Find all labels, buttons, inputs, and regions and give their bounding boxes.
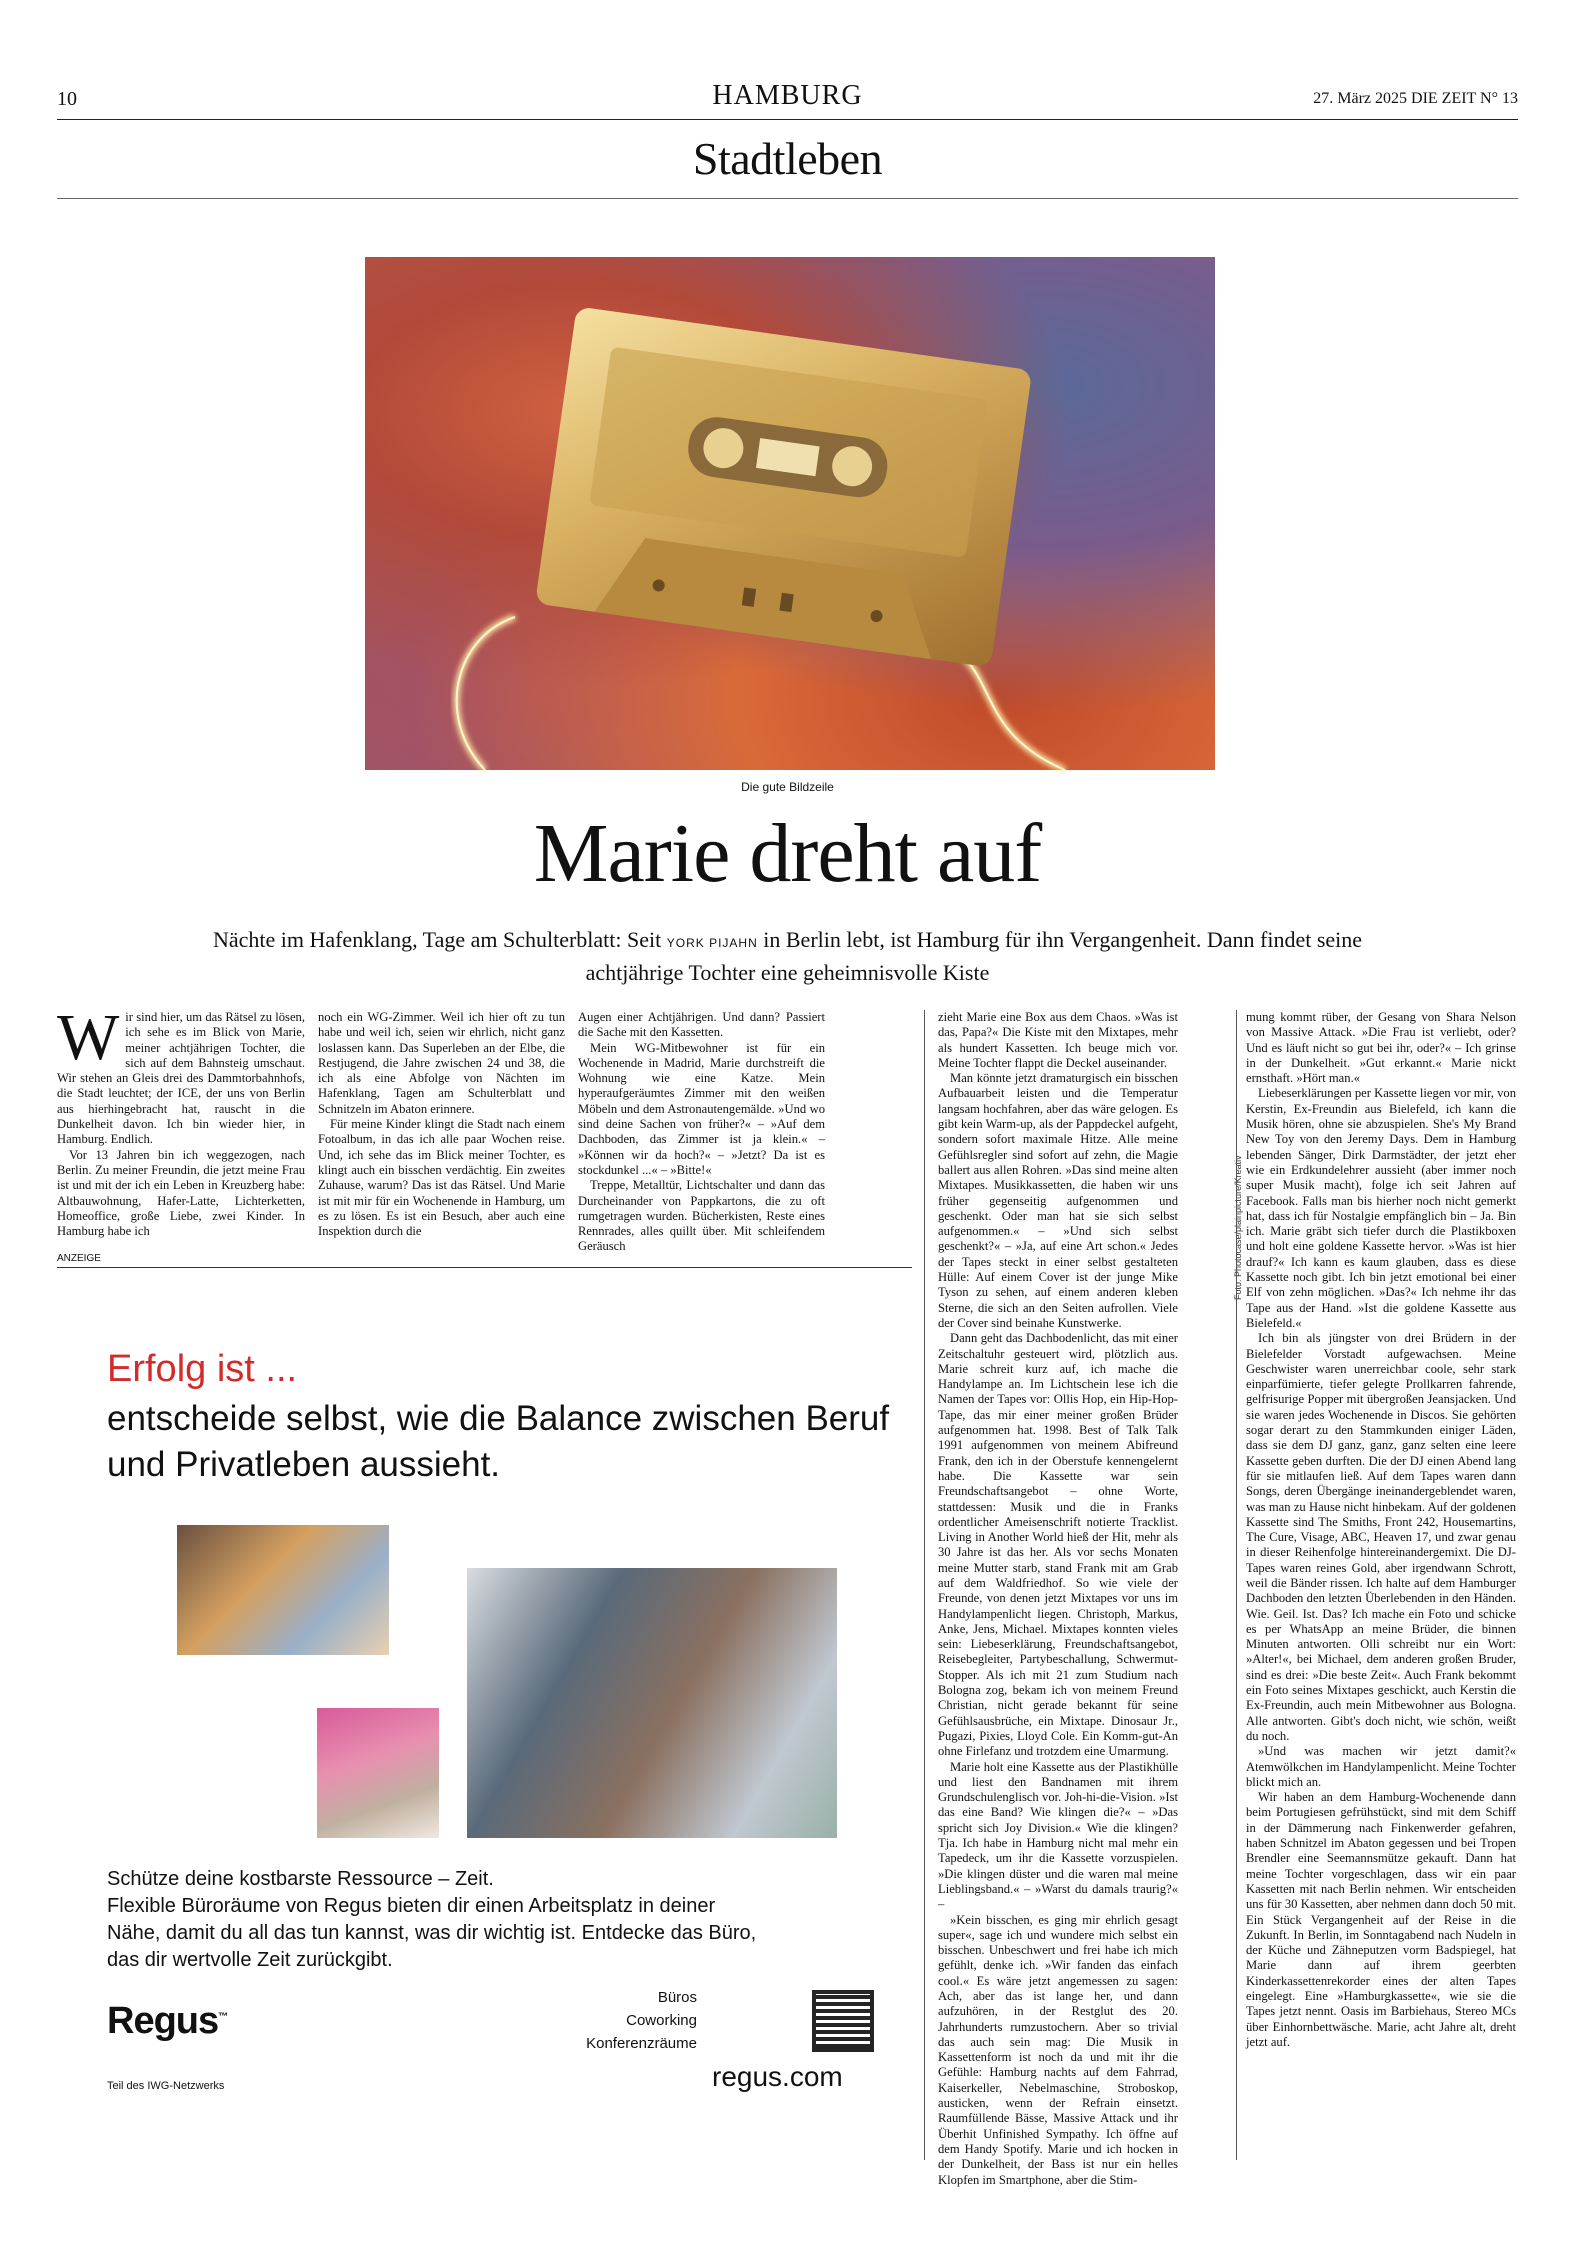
column-rule bbox=[924, 1010, 925, 2160]
ad-headline-accent: Erfolg ist ... bbox=[107, 1348, 298, 1390]
service-item: Büros bbox=[657, 1989, 697, 2006]
ressort-title: HAMBURG bbox=[712, 80, 863, 111]
paragraph: Augen einer Achtjährigen. Und dann? Passiert die Sache mit den Kassetten. bbox=[578, 1010, 825, 1040]
service-item: Konferenzräume bbox=[586, 2035, 697, 2052]
paragraph: Vor 13 Jahren bin ich weggezogen, nach Berlin. Zu meiner Freundin, die jetzt meine Frau ist und mit der ich ein Leben in Kreuzberg habe: Altbauwohnung, Hafer-Latte, Lichterketten, Homeoffice, große Liebe, zwei Kinder. In Hamburg habe ich bbox=[57, 1147, 305, 1239]
author-name: YORK PIJAHN bbox=[666, 936, 758, 950]
paragraph: »Kein bisschen, es ging mir ehrlich gesagt super«, sage ich und wundere mich selbst ein bisschen. Unbeschwert und frei habe ich mich gefühlt, denke ich. »Wir fanden das einfach cool.« Es wäre jetzt angemessen zu sagen: Ach, aber das ist lange her, und dann aufzuhören, in der Restglut des 20. Jahrhunderts rumzustochern. Aber so trivial das auch sein mag: Die Musik in Kassettenform ist noch da und mit ihr die Gefühle: Hamburg nachts auf dem Fahrrad, Kaiserkeller, Nebelmaschine, Stroboskop, austicken, wenn der Refrain einsetzt. Raumfüllende Bässe, Massive Attack und ihr Überhit Unfinished Sympathy. Ich öffne auf dem Handy Spotify. Marie und ich hocken in der Dunkelheit, der Bass ist nur ein helles Klopfen im Smartphone, aber die Stim- bbox=[938, 1912, 1178, 2187]
deck-text-2: in Berlin lebt, ist Hamburg für ihn Vergangenheit. Dann findet seine achtjährige Tochter eine geheimnisvolle Kiste bbox=[585, 927, 1363, 985]
ad-body-lead: Schütze deine kostbarste Ressource – Zeit. bbox=[107, 1868, 494, 1890]
ad-photo-shoes bbox=[317, 1708, 439, 1838]
service-item: Coworking bbox=[626, 2012, 697, 2029]
ad-photo-office bbox=[467, 1568, 837, 1838]
paragraph: zieht Marie eine Box aus dem Chaos. »Was ist das, Papa?« Die Kiste mit den Mixtapes, mehr als hundert Kassetten. Ich beuge mich vor. Meine Tochter flappt die Deckel auseinander. bbox=[938, 1010, 1178, 1070]
cassette-photo bbox=[365, 257, 1215, 770]
trademark-sign: ™ bbox=[218, 2011, 228, 2023]
ad-url-link[interactable]: regus.com bbox=[712, 2061, 843, 2092]
paragraph: Wir haben an dem Hamburg-Wochenende dann beim Portugiesen gefrühstückt, sind mit dem Schiff in der Dämmerung nach Finkenwerder gefahren, haben Schnitzel im Abaton gegessen und bei Tropen Brendler eine Seemannsmütze gekauft. Dann hat meine Tochter vorgeschlagen, dass wir ein paar Kassetten mit nach Berlin nehmen. Wir entscheiden uns für 30 Kassetten, aber nehmen dann doch 50 mit. Ein Stück Vergangenheit auf der Reise in die Zukunft. In Berlin, im Sonntagabend nach Nudeln in der Küche und Zähneputzen vorm Badspiegel, hat Marie dann auf ihrem geerbten Kinderkassettenrekorder eines der alten Tapes eingelegt. Eine »Hamburgkassette«, wie sie die Tapes jetzt nennt. Oasis im Barbiehaus, Stereo MCs über Einhornbettwäsche. Marie, acht Jahre alt, dreht jetzt auf. bbox=[1246, 1790, 1516, 2049]
regus-network-note: Teil des IWG-Netzwerks bbox=[107, 2080, 225, 2092]
page-number: 10 bbox=[57, 88, 77, 110]
section-rule bbox=[57, 198, 1518, 199]
drop-cap: W bbox=[57, 1001, 120, 1074]
paragraph: Dann geht das Dachbodenlicht, das mit einer Zeitschaltuhr gesteuert wird, plötzlich aus. Marie schreit kurz auf, ich mache die Handylampe an. Im Lichtschein lese ich die Namen der Tapes vor: Ollis Hop, ein Hip-Hop-Tape, das mir einer meiner großen Brüder aufgenommen hat. 1998. Best of Talk Talk 1991 aufgenommen von meinem Abifreund Frank, den ich in der Oberstufe kennengelernt habe. Die Kassette war sein Freundschaftsangebot – ohne Worte, stattdessen: Musik und die in Franks ordentlicher Ameisenschrift notierte Tracklist. Living in Another World hieß der Hit, mehr als 30 Jahre ist das her. Als vor sechs Monaten meine Mutter starb, stand Frank mit am Grab auf dem Waldfriedhof. So wie viele der Freunde, von denen jetzt Mixtapes vor uns im Handylampenlicht liegen. Christoph, Markus, Anke, Jens, Michael. Mixtapes konnten vieles sein: Liebeserklärung, Freundschaftsangebot, Reisebegleiter, Partybeschallung, Schwermut-Stopper. Als ich mit 21 zum Studium nach Bologna zog, bekam ich von meinem Freund Christian, nicht gerade bekannt für seine Gefühlsausbrüche, ein Mixtape. Dinosaur Jr., Pugazi, Pixies, Lloyd Cole. Ein Komm-gut-An ohne Firlefanz und trotzdem eine Umarmung. bbox=[938, 1331, 1178, 1759]
column-rule bbox=[1236, 1010, 1237, 2160]
paragraph: Marie holt eine Kassette aus der Plastikhülle und liest den Bandnamen mit ihrem Grundschulenglisch vor. Joh-hi-die-Vision. »Ist das eine Band? Wie klingen die?« – »Das spricht sich Joy Division.« Wie die klingen? Tja. Ich habe in Hamburg nicht mal mehr ein Tapedeck, um ihr die Kassette vorzuspielen. »Die klingen düster und die waren mal meine Lieblingsband.« – »Warst du damals traurig?« – bbox=[938, 1759, 1178, 1912]
ad-photo-family bbox=[177, 1525, 389, 1655]
ad-body-text: Flexible Büroräume von Regus bieten dir einen Arbeitsplatz in deiner Nähe, damit du all das tun kannst, was dir wichtig ist. Entdecke das Büro, das dir wertvolle Zeit zurückgibt. bbox=[107, 1895, 757, 1971]
paragraph: ir sind hier, um das Rätsel zu lösen, ich sehe es im Blick von Marie, meiner achtjährigen Tochter, die sich auf dem Bahnsteig umschaut. Wir stehen an Gleis drei des Dammtorbahnhofs, die Stadt leuchtet; der ICE, der uns von Berlin aus hierhingebracht hat, rauscht in die Dunkelheit davon. Ich bin wieder hier, in Hamburg. Endlich. bbox=[57, 1010, 305, 1147]
paragraph: Liebeserklärungen per Kassette liegen vor mir, von Kerstin, Ex-Freundin aus Bielefeld, ich kann die Musik hören, ohne sie abzuspielen. She's My Brand New Toy von den Jeremy Days. Dem in Hamburg lebenden Sänger, Dirk Darmstädter, der jetzt eher wie ein Erdkundelehrer aussieht (aber immer noch super Musik macht), folge ich seit Jahren auf Facebook. Falls man bis hierher noch nicht gemerkt hat, dass ich für Nostalgie empfänglich bin – Ja. Bin ich. Marie gräbt sich tiefer durch die Plastikboxen und holt eine goldene Kassette hervor. »Was ist hier drauf?« Ich kann es kaum glauben, dass es diese Kassette noch gibt. Ich bin jetzt emotional bei einer Elf von zehn möglichen. »Das?« Ich nehme ihr das Tape aus der Hand. »Ist die goldene Kassette aus Bielefeld.« bbox=[1246, 1086, 1516, 1330]
article-column-1 bbox=[57, 1001, 305, 1239]
article-column-5 bbox=[1246, 1010, 1516, 2160]
deck-text-1: Nächte im Hafenklang, Tage am Schulterblatt: Seit bbox=[212, 927, 662, 952]
paragraph: Für meine Kinder klingt die Stadt nach einem Fotoalbum, in das ich alle paar Wochen reise. Und, ich sehe das im Blick meiner Tochter, es klingt auch ein bisschen verdächtig. Ein zweites Zuhause, warum? Das ist das Rätsel. Und Marie ist mit mir für ein Wochenende in Hamburg, um es zu lösen. Es ist ein Besuch, aber auch eine Inspektion durch die bbox=[318, 1117, 565, 1239]
paragraph: »Und was machen wir jetzt damit?« Atemwölkchen im Handylampenlicht. Meine Tochter blickt mich an. bbox=[1246, 1744, 1516, 1789]
header-rule bbox=[57, 119, 1518, 120]
golden-cassette-illustration bbox=[365, 257, 1215, 770]
ad-body bbox=[107, 1866, 757, 1974]
dateline: 27. März 2025 DIE ZEIT N° 13 bbox=[1313, 90, 1518, 107]
paragraph: Treppe, Metalltür, Lichtschalter und dann das Durcheinander von Pappkartons, die zu oft rumgetragen wurden. Bücherkisten, Reste eines Rennrades, alles quillt über. Mit schleifendem Geräusch bbox=[578, 1178, 825, 1254]
article-column-4 bbox=[938, 1010, 1178, 2187]
paragraph: Ich bin als jüngster von drei Brüdern in der Bielefelder Vorstadt aufgewachsen. Meine Geschwister waren unerreichbar coole, sehr stark einparfümierte, tiefer gelegte Prollkarren fahrende, gelfrisurige Popper mit übergroßen Jeansjacken. Und sie waren jedes Wochenende in Discos. Sie gehörten sogar derart zu den Stammkunden einiger Läden, dass sie dem DJ ganz, ganz, ganz selten eine leere Kassette geben durften. Die der DJ einen Abend lang für sie mitlaufen ließ. Auf dem Tapes waren dann Songs, deren Übergänge ineinandergeblendet waren, was man zu Hause nicht hinbekam. Auf der goldenen Kassette sind The Smiths, Front 242, Housemartins, The Cure, Visage, ABC, Heaven 17, und zwar genau in dieser Reihenfolge hintereinandergemixt. Die DJ-Tapes waren reines Gold, aber irgendwann Schrott, weil die Bänder rissen. Ich halte auf dem Hamburger Dachboden den letzten Überlebenden in den Händen. Wie. Geil. Ist. Das? Ich mache ein Foto und schicke es per WhatsApp an meine Brüder, die binnen Minuten antworten. Olli schreibt nur ein Wort: »Alter!«, bei Michael, dem anderen großen Bruder, sind es drei: »Die beste Zeit«. Auch Frank bekommt ein Foto seines Mixtapes geschickt, auch Kerstin die Ex-Freundin, auch mein Mitbewohner aus Bologna. Alle antworten. Gibt's doch nicht, wie schön, weißt du noch. bbox=[1246, 1331, 1516, 1743]
ad-headline: entscheide selbst, wie die Balance zwischen Beruf und Privatleben aussieht. bbox=[107, 1399, 890, 1484]
paragraph: Mein WG-Mitbewohner ist für ein Wochenende in Madrid, Marie durchstreift die Wohnung wie eine Katze. Mein hyperaufgeräumtes Zimmer mit den weißen Möbeln und dem Astronautengemälde. »Und wo sind deine Sachen von früher?« – »Auf dem Dachboden, das Zimmer ist ja klein.« – »Können wir da hoch?« – »Jetzt? Da ist es stockdunkel ...« – »Bitte!« bbox=[578, 1040, 825, 1177]
paragraph: mung kommt rüber, der Gesang von Shara Nelson von Massive Attack. »Die Frau ist verliebt, oder? Und es läuft nicht so gut bei ihr, oder?« – Ich grinse in der Dunkelheit. »Gut erkannt.« Marie nickt ernsthaft. »Hört man.« bbox=[1246, 1010, 1516, 1086]
article-deck bbox=[200, 925, 1375, 988]
ad-services-list bbox=[497, 1986, 697, 2055]
paragraph: noch ein WG-Zimmer. Weil ich hier oft zu tun habe und weil ich, seien wir ehrlich, nicht ganz loslassen kann. Das Superleben an der Elbe, die Restjugend, die Jahre zwischen 24 und 38, die ich als eine Abfolge von Nächten im Hafenklang, Tagen am Schulterblatt und Schnitzeln im Abaton erinnere. bbox=[318, 1010, 565, 1116]
paragraph: Man könnte jetzt dramaturgisch ein bisschen Aufbauarbeit leisten und die Temperatur langsam hochfahren, aber das wäre gelogen. Es gibt kein Warm-up, als der Pappdeckel aufgeht, sondern sofort maximale Hitze. Alle meine Gefühlsregler sind sofort auf zehn, die Magie ballert aus allen Rohren. »Das sind meine alten Mixtapes. Musikkassetten, die haben wir uns früher gegenseitig aufgenommen und geschenkt. Oder man hat sie sich selbst aufgenommen.« – »Und sich selbst geschenkt?« – »Ja, auf eine Art schon.« Jedes der Tapes steckt in einer selbst gestalteten Hülle: Auf einem Cover ist der junge Mike Tyson zu sehen, auf einem anderen kleben Sterne, die sich an den Seiten aufrollen. Viele der Cover sind beinahe Kunstwerke. bbox=[938, 1071, 1178, 1330]
ad-label: ANZEIGE bbox=[57, 1253, 101, 1264]
article-headline: Marie dreht auf bbox=[533, 807, 1042, 900]
photo-credit: Foto: Photocase/plainpicture/Kreativ bbox=[1233, 1155, 1243, 1300]
article-column-2 bbox=[318, 1010, 565, 1239]
regus-logo bbox=[107, 2000, 227, 2043]
article-column-3 bbox=[578, 1010, 825, 1254]
regus-wordmark: Regus bbox=[107, 2000, 219, 2042]
photo-caption: Die gute Bildzeile bbox=[741, 780, 834, 794]
qr-code-icon[interactable] bbox=[812, 1990, 874, 2052]
regus-advertisement[interactable] bbox=[57, 1267, 912, 2137]
section-title: Stadtleben bbox=[692, 133, 883, 184]
